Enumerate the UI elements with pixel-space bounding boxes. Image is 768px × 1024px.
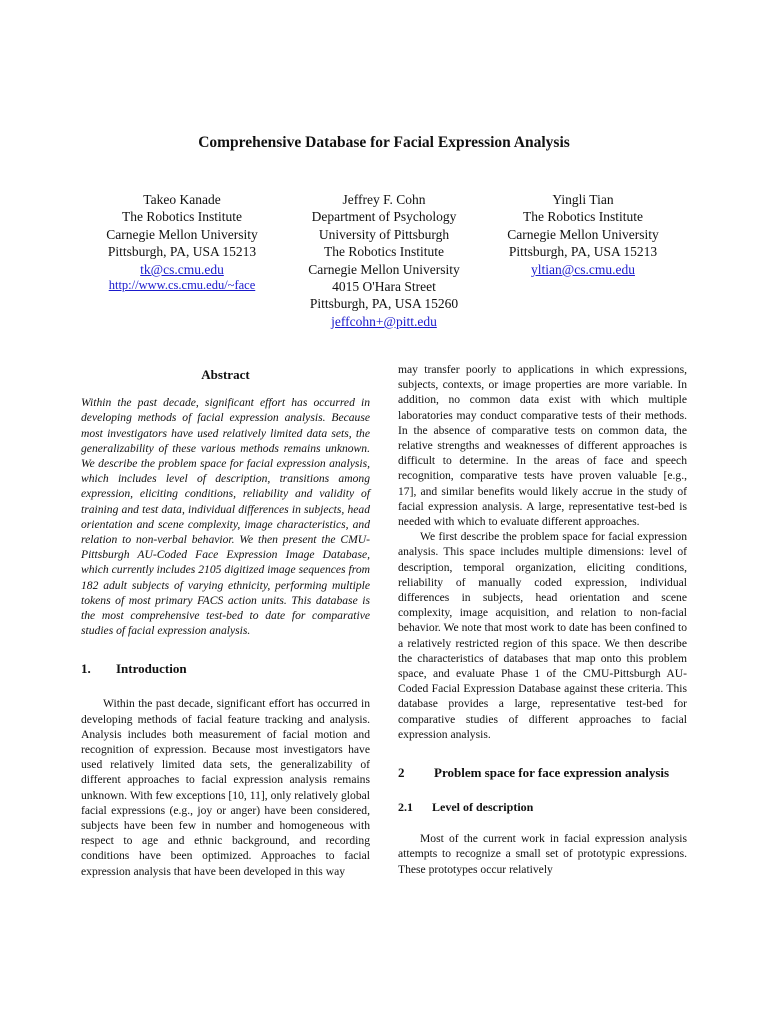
subsection-number: 2.1 [398, 800, 413, 815]
author-name: Jeffrey F. Cohn [342, 192, 426, 207]
author-block-cohn [284, 191, 484, 330]
intro-paragraph-2: We first describe the problem space for facial expression analysis. This space includes multiple dimensions: level of description, temporal organization, eliciting conditions, reliability of manually coded expression, individual differences in subjects, head orientation and scene complexity, image acquisition, and relation to non-facial behavior. We note that most work to date has been confined to a relatively restricted region of this space. We then describe the characteristics of databases that map onto this problem space, and evaluate Phase 1 of the CMU-Pittsburgh AU-Coded Facial Expression Database against these criteria. This database provides a large, representative test-bed for comparative studies of different approaches to facial expression analysis. [398, 530, 687, 741]
author-affiliation: The Robotics Institute [523, 209, 643, 225]
author-name: Yingli Tian [552, 192, 614, 207]
section-number: 2 [398, 765, 405, 781]
author-affiliation: Carnegie Mellon University [308, 261, 460, 277]
intro-paragraph-1: Within the past decade, significant effort has occurred in developing methods of facial feature tracking and analysis. Analysis includes both measurement of facial motion and recognition of expression. Because most investigators have used relatively limited data sets, the generalizability of different approaches to facial expression analysis remains unknown. With few exceptions [10, 11], only relatively global facial expressions (e.g., joy or anger) have been considered, subjects have been few in number and homogeneous with respect to age and ethnic background, and recording conditions have been optimized. Approaches to facial expression analysis that have been developed in this way [81, 697, 370, 878]
abstract-text: Within the past decade, significant effort has occurred in developing methods of facial expression analysis. Because most investigators have used relatively limited data sets, the generalizability of these various methods remains unknown. We describe the problem space for facial expression analysis, which includes level of description, transitions among expression, eliciting conditions, reliability and validity of training and test data, individual differences in subjects, head orientation and scene complexity, image characteristics, and relation to non-verbal behavior. We then present the CMU-Pittsburgh AU-Coded Face Expression Image Database, which currently includes 2105 digitized image sequences from 182 adult subjects of varying ethnicity, performing multiple tokens of most primary FACS action units. This database is the most comprehensive test-bed to date for comparative studies of facial expression analysis. [81, 396, 370, 638]
section-title: Introduction [116, 661, 187, 677]
author-affiliation: University of Pittsburgh [318, 226, 450, 242]
author-address: 4015 O'Hara Street [332, 279, 436, 295]
author-address: Pittsburgh, PA, USA 15260 [309, 296, 459, 312]
author-affiliation: The Robotics Institute [324, 244, 444, 260]
author-address: Pittsburgh, PA, USA 15213 [107, 244, 257, 260]
author-email-link[interactable]: jeffcohn+@pitt.edu [331, 313, 437, 329]
author-block-kanade [82, 191, 282, 293]
section-number: 1. [81, 661, 91, 677]
author-name: Takeo Kanade [143, 192, 221, 207]
paper-title: Comprehensive Database for Facial Expression Analysis [198, 134, 570, 151]
right-column [398, 362, 687, 877]
section-heading-problem-space [398, 764, 687, 782]
author-block-tian [483, 191, 683, 278]
author-address: Pittsburgh, PA, USA 15213 [508, 244, 658, 260]
subsection-title: Level of description [432, 800, 534, 815]
author-affiliation: Department of Psychology [311, 209, 457, 225]
section-heading-introduction [81, 660, 370, 678]
project-url-link[interactable]: http://www.cs.cmu.edu/~face [108, 278, 256, 293]
abstract-heading: Abstract [201, 367, 250, 382]
author-email-link[interactable]: yltian@cs.cmu.edu [531, 261, 635, 277]
author-affiliation: Carnegie Mellon University [507, 226, 659, 242]
subsection-heading-level-of-description [398, 800, 687, 815]
intro-paragraph-1-continued: may transfer poorly to applications in which expressions, subjects, contexts, or image properties are more variable. In addition, no common data exist with which multiple laboratories may conduct comparative tests of their methods. In the absence of comparative tests on common data, the relative strengths and weaknesses of different approaches is difficult to determine. In the areas of face and speech recognition, comparative tests have proven valuable [e.g., 17], and similar benefits would likely accrue in the study of facial expression analysis. A large, representative test-bed is needed with which to evaluate different approaches. [398, 363, 687, 529]
author-affiliation: Carnegie Mellon University [106, 226, 258, 242]
level-of-description-paragraph: Most of the current work in facial expression analysis attempts to recognize a small set of prototypic expressions. These prototypes occur relatively [398, 832, 687, 876]
author-affiliation: The Robotics Institute [122, 209, 242, 225]
left-column [81, 367, 370, 879]
section-title: Problem space for face expression analysis [434, 765, 670, 781]
author-email-link[interactable]: tk@cs.cmu.edu [140, 261, 224, 277]
